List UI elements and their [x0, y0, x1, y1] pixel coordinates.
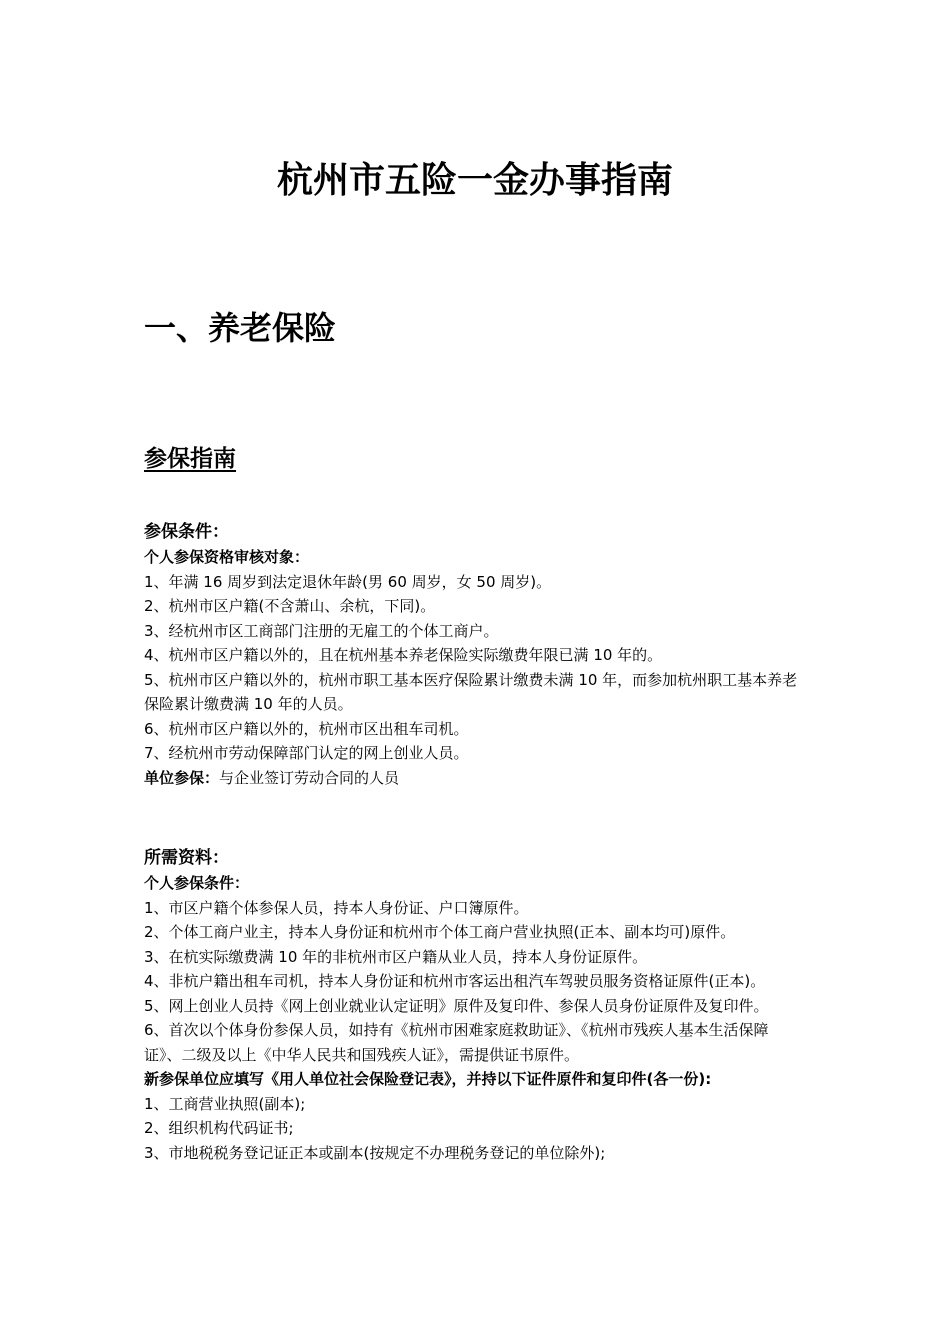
list-item: 4、杭州市区户籍以外的，且在杭州基本养老保险实际缴费年限已满 10 年的。 — [144, 646, 663, 664]
list-item: 6、杭州市区户籍以外的，杭州市区出租车司机。 — [144, 719, 469, 738]
conditions-block — [144, 519, 804, 790]
unit-enrollment-label: 单位参保： — [144, 768, 220, 787]
list-item: 6、首次以个体身份参保人员，如持有《杭州市困难家庭救助证》、《杭州市残疾人基本生活保障证》、二级及以上《中华人民共和国残疾人证》，需提供证书原件。 — [144, 1021, 769, 1064]
section-heading: 一、养老保险 — [144, 309, 337, 347]
list-item: 2、组织机构代码证书; — [144, 1119, 294, 1137]
list-item: 3、在杭实际缴费满 10 年的非杭州市区户籍从业人员，持本人身份证原件。 — [144, 947, 648, 966]
sub-heading: 参保指南 — [144, 446, 236, 472]
list-item: 2、杭州市区户籍(不含萧山、余杭，下同)。 — [144, 597, 436, 615]
list-item: 2、个体工商户业主，持本人身份证和杭州市个体工商户营业执照(正本、副本均可)原件。 — [144, 923, 736, 941]
list-item: 1、市区户籍个体参保人员，持本人身份证、户口簿原件。 — [144, 898, 529, 917]
conditions-label: 参保条件： — [144, 522, 229, 542]
conditions-sublabel: 个人参保资格审核对象： — [144, 548, 310, 566]
materials-sublabel: 个人参保条件： — [144, 874, 250, 892]
document-title: 杭州市五险一金办事指南 — [276, 160, 673, 201]
list-item: 1、年满 16 周岁到法定退休年龄(男 60 周岁，女 50 周岁)。 — [144, 572, 552, 591]
unit-materials-heading: 新参保单位应填写《用人单位社会保险登记表》，并持以下证件原件和复印件(各一份): — [144, 1070, 712, 1088]
list-item: 1、工商营业执照(副本); — [144, 1094, 306, 1113]
materials-block — [144, 845, 804, 1165]
list-item: 7、经杭州市劳动保障部门认定的网上创业人员。 — [144, 744, 469, 762]
list-item: 3、经杭州市区工商部门注册的无雇工的个体工商户。 — [144, 621, 499, 640]
list-item: 3、市地税税务登记证正本或副本(按规定不办理税务登记的单位除外); — [144, 1143, 606, 1162]
unit-enrollment — [144, 766, 804, 791]
list-item: 4、非杭户籍出租车司机，持本人身份证和杭州市客运出租汽车驾驶员服务资格证原件(正本)。 — [144, 972, 766, 990]
materials-label: 所需资料： — [144, 848, 229, 868]
list-item: 5、杭州市区户籍以外的，杭州市职工基本医疗保险累计缴费未满 10 年，而参加杭州职工基本养老保险累计缴费满 10 年的人员。 — [144, 670, 798, 713]
unit-enrollment-text: 与企业签订劳动合同的人员 — [219, 768, 400, 787]
list-item: 5、网上创业人员持《网上创业就业认定证明》原件及复印件、参保人员身份证原件及复印件。 — [144, 996, 769, 1015]
